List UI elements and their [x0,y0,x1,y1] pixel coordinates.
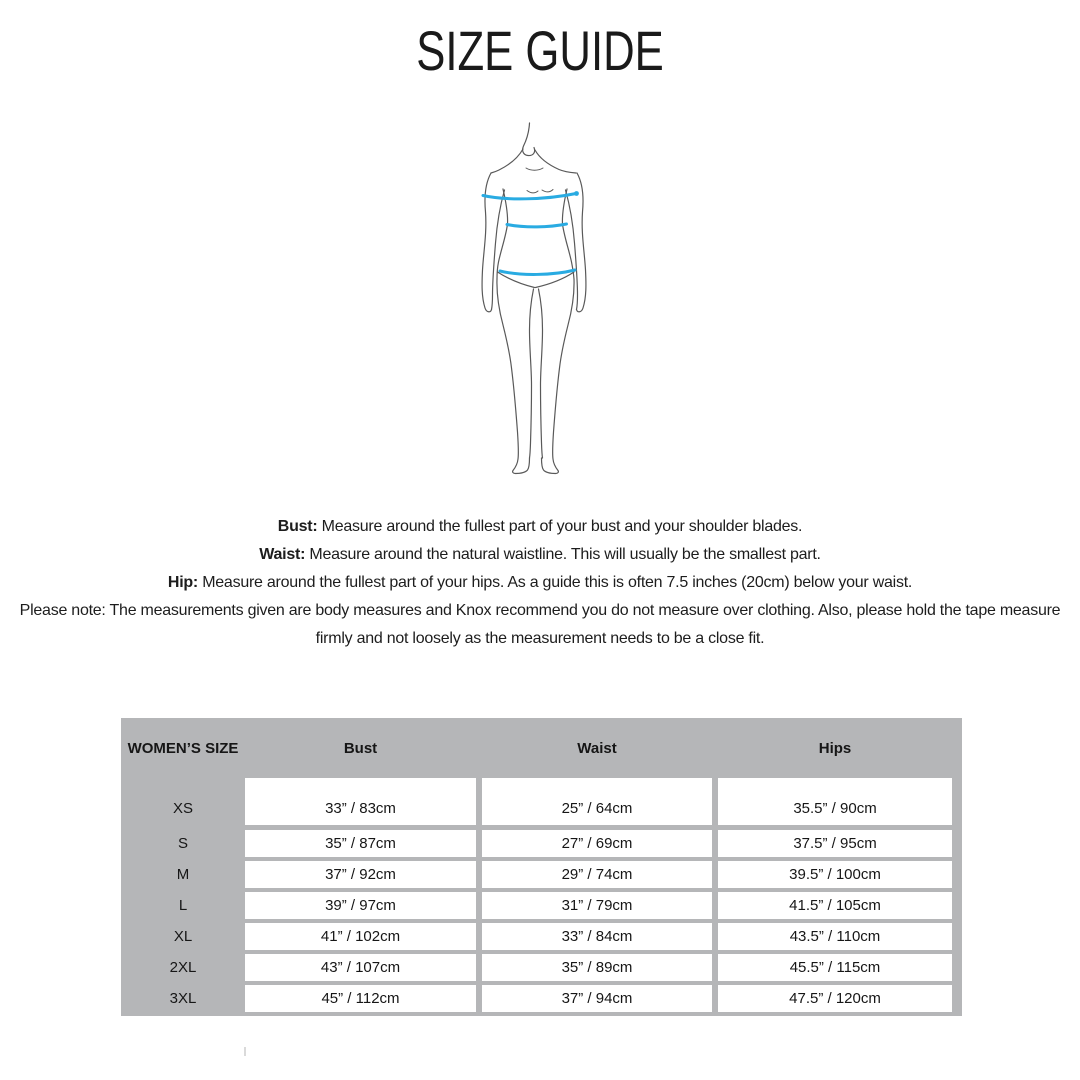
table-row-3xl [121,985,962,1012]
chest-curve-right [542,190,553,192]
right-shoulder-outline [535,150,576,173]
bust-instruction-label: Bust: [277,518,318,535]
cell-waist: 25” / 64cm [482,778,712,825]
waist-instruction-text: Measure around the natural waistline. This will usually be the smallest part. [309,546,821,563]
size-table [121,718,962,1016]
right-arm-inner [566,190,578,310]
left-arm-outer [482,173,491,312]
cell-waist: 31” / 79cm [482,892,712,919]
waist-instruction [0,541,1080,569]
table-row-l [121,892,962,919]
left-shoulder-outline [491,149,523,173]
hip-instruction-text: Measure around the fullest part of your hips. As a guide this is often 7.5 inches (20cm) below your waist. [202,574,913,591]
table-row-2xl [121,954,962,981]
header-waist: Waist [577,739,617,757]
cell-waist: 37” / 94cm [482,985,712,1012]
left-arm-inner [492,190,505,310]
size-label: L [178,897,188,914]
hip-instruction [0,569,1080,597]
bust-measurement-line [483,194,576,199]
size-label: XL [173,928,193,945]
bust-instruction-text: Measure around the fullest part of your bust and your shoulder blades. [321,518,803,535]
cell-bust: 43” / 107cm [245,954,476,981]
cell-hips: 45.5” / 115cm [718,954,952,981]
bust-instruction [0,513,1080,541]
cell-hips: 47.5” / 120cm [718,985,952,1012]
size-table-header [121,718,962,778]
table-row-xs [121,778,962,825]
size-label: M [176,866,190,883]
cell-waist: 35” / 89cm [482,954,712,981]
cell-waist: 27” / 69cm [482,830,712,857]
cell-waist: 29” / 74cm [482,861,712,888]
female-figure-icon [440,98,640,490]
cell-bust: 37” / 92cm [245,861,476,888]
measurement-note: Please note: The measurements given are body measures and Knox recommend you do not measure over clothing. Also, please hold the tape measure firmly and not loosely as the measurement needs to be a close fit. [19,602,1061,647]
neck-outline [523,123,535,156]
table-row-m [121,861,962,888]
right-leg-inner [539,289,543,458]
cell-bust: 41” / 102cm [245,923,476,950]
collarbone-outline [526,168,543,170]
body-outline-illustration [440,98,640,490]
left-leg-inner [530,289,534,458]
size-label: 2XL [169,959,197,976]
cell-bust: 33” / 83cm [245,778,476,825]
page-title: SIZE GUIDE [416,19,664,82]
cell-hips: 39.5” / 100cm [718,861,952,888]
right-leg-outer [542,279,575,474]
cell-hips: 35.5” / 90cm [718,778,952,825]
cell-bust: 35” / 87cm [245,830,476,857]
cell-bust: 45” / 112cm [245,985,476,1012]
hip-instruction-label: Hip: [167,574,198,591]
cell-hips: 37.5” / 95cm [718,830,952,857]
size-label: S [177,835,188,852]
cell-hips: 41.5” / 105cm [718,892,952,919]
torso-left-outline [497,189,508,279]
header-bust: Bust [343,739,378,757]
faint-artifact-mark [244,1047,246,1056]
size-label: 3XL [169,990,197,1007]
table-row-xl [121,923,962,950]
cell-hips: 43.5” / 110cm [718,923,952,950]
cell-waist: 33” / 84cm [482,923,712,950]
measurement-instructions [0,513,1080,653]
chest-curve-left [527,191,538,193]
header-womens-size: WOMEN’S SIZE [127,739,239,757]
left-leg-outer [497,279,530,474]
header-hips: Hips [818,739,852,757]
waist-instruction-label: Waist: [259,546,306,563]
cell-bust: 39” / 97cm [245,892,476,919]
bust-line-end-dot [574,191,579,196]
size-label: XS [172,800,193,817]
table-row-s [121,830,962,857]
hips-measurement-line [500,270,575,274]
waist-measurement-line [507,224,567,227]
